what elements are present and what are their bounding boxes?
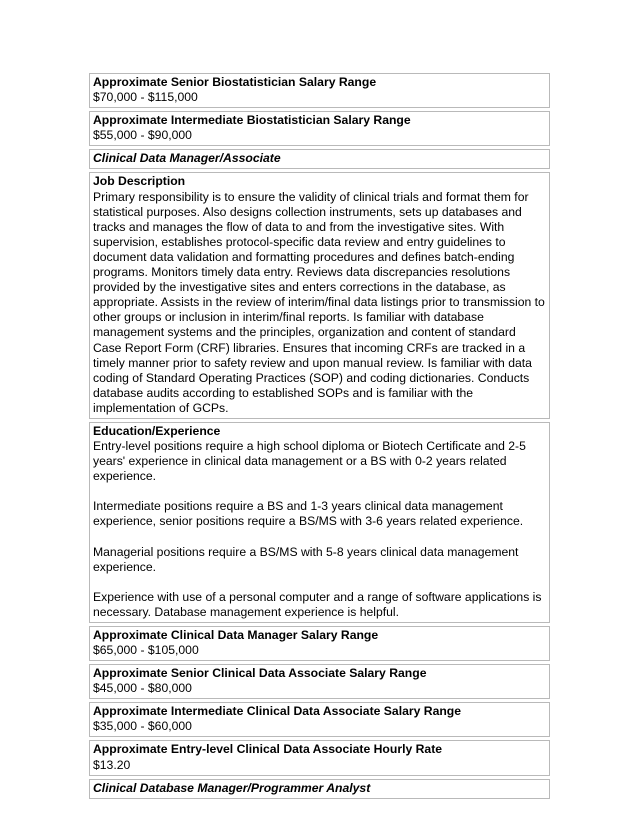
- row-title: Approximate Intermediate Biostatistician Salary Range: [93, 113, 411, 128]
- table-row: [89, 626, 550, 661]
- row-title: Approximate Entry-level Clinical Data Associate Hourly Rate: [93, 742, 443, 757]
- entry-cda-hourly-rate-cell: [89, 740, 550, 775]
- row-title: Job Description: [93, 174, 186, 189]
- table-row: [89, 664, 550, 699]
- row-title: Approximate Clinical Data Manager Salary Range: [93, 627, 379, 642]
- table-row: [89, 702, 550, 737]
- career-info-table: [89, 70, 550, 802]
- row-value: $70,000 - $115,000: [93, 90, 198, 105]
- document-page: [89, 73, 550, 802]
- table-row: [89, 111, 550, 146]
- senior-biostatistician-salary-cell: [89, 73, 550, 108]
- clinical-data-manager-salary-cell: [89, 626, 550, 661]
- row-value: $45,000 - $80,000: [93, 681, 192, 696]
- table-row: [89, 149, 550, 169]
- education-paragraph: Managerial positions require a BS/MS with 5-8 years clinical data management experience.: [93, 544, 519, 574]
- table-row: [89, 740, 550, 775]
- table-row: [89, 422, 550, 623]
- row-value: $55,000 - $90,000: [93, 128, 192, 143]
- section-heading: Clinical Database Manager/Programmer Analyst: [93, 780, 371, 795]
- row-value: $35,000 - $60,000: [93, 719, 192, 734]
- row-value: $13.20: [93, 757, 131, 772]
- row-title: Approximate Intermediate Clinical Data Associate Salary Range: [93, 704, 462, 719]
- education-paragraph: Experience with use of a personal computer and a range of software applications is necessary. Database management experience is helpful.: [93, 589, 542, 619]
- row-title: Approximate Senior Clinical Data Associate Salary Range: [93, 666, 427, 681]
- row-title: Approximate Senior Biostatistician Salary Range: [93, 75, 377, 89]
- row-title: Education/Experience: [93, 423, 221, 438]
- intermediate-biostatistician-salary-cell: [89, 111, 550, 146]
- education-paragraph: Entry-level positions require a high school diploma or Biotech Certificate and 2-5 years' experience in clinical data management or a BS with 0-2 years related experience.: [93, 439, 526, 484]
- education-experience-cell: [89, 422, 550, 623]
- intermediate-cda-salary-cell: [89, 702, 550, 737]
- section-heading: Clinical Data Manager/Associate: [93, 151, 281, 166]
- row-value: $65,000 - $105,000: [93, 643, 199, 657]
- job-description-text: Primary responsibility is to ensure the validity of clinical trials and format them for statistical purposes. Also designs collection instruments, sets up databases and tracks and manages the flow of data to and from the investigative sites. With supervision, establishes protocol-specific data review and entry guidelines to document data validation and formatting procedures and defines batch-ending programs. Monitors timely data entry. Reviews data discrepancies resolutions provided by the investigative sites and enters corrections in the database, as appropriate. Assists in the review of interim/final data listings prior to transmission to other groups or inclusion in interim/final reports. Is familiar with database management systems and the principles, organization and content of standard Case Report Form (CRF) libraries. Ensures that incoming CRFs are tracked in a timely manner prior to safety review and upon manual review. Is familiar with data coding of Standard Operating Practices (SOP) and coding dictionaries. Conducts database audits according to established SOPs and is familiar with the implementation of GCPs.: [93, 189, 545, 415]
- section-heading-cell: [89, 779, 550, 799]
- section-heading-cell: [89, 149, 550, 169]
- table-row: [89, 73, 550, 108]
- education-paragraph: Intermediate positions require a BS and 1-3 years clinical data management experience, senior positions require a BS/MS with 3-6 years related experience.: [93, 499, 524, 529]
- senior-cda-salary-cell: [89, 664, 550, 699]
- table-row: [89, 172, 550, 419]
- table-row: [89, 779, 550, 799]
- job-description-cell: [89, 172, 550, 419]
